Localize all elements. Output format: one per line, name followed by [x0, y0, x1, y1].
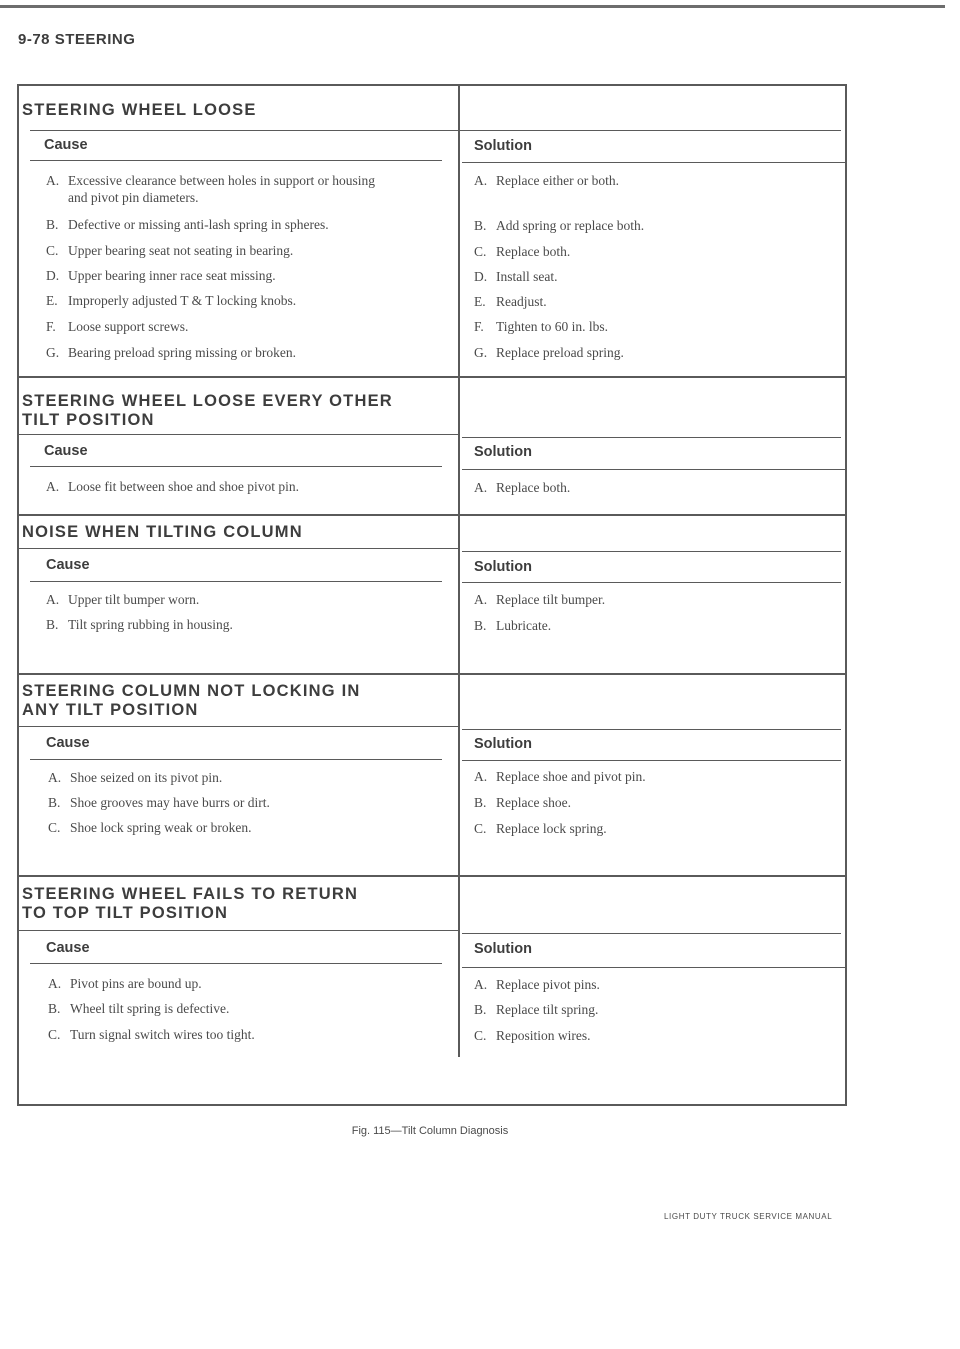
header-rule: [462, 729, 841, 730]
header-rule: [462, 162, 847, 163]
solution-item: C. Replace both.: [474, 244, 571, 259]
header-rule: [462, 551, 841, 552]
solution-item: C. Reposition wires.: [474, 1028, 591, 1043]
column-divider: [458, 377, 460, 515]
column-divider: [458, 516, 460, 674]
cause-item: G. Bearing preload spring missing or broken.: [46, 345, 296, 360]
section-title: NOISE WHEN TILTING COLUMN: [22, 523, 303, 541]
solution-item: A. Replace either or both.: [474, 173, 619, 188]
cause-item: A. Upper tilt bumper worn.: [46, 592, 200, 607]
header-rule: [19, 726, 459, 727]
figure-caption: Fig. 115—Tilt Column Diagnosis: [351, 1125, 509, 1137]
cause-item: C. Turn signal switch wires too tight.: [48, 1027, 255, 1042]
header-rule: [19, 434, 459, 435]
cause-item: A. Shoe seized on its pivot pin.: [48, 770, 223, 785]
header-rule: [462, 469, 847, 470]
header-rule: [462, 760, 841, 761]
solution-item: B. Replace tilt spring.: [474, 1002, 599, 1017]
header-rule: [462, 582, 841, 583]
header-rule: [19, 548, 459, 549]
cause-item: C. Upper bearing seat not seating in bearing.: [46, 243, 294, 258]
cause-heading: Cause: [44, 443, 88, 459]
solution-item: E. Readjust.: [474, 294, 547, 309]
header-rule: [30, 130, 841, 131]
header-rule: [30, 963, 442, 964]
solution-item: B. Add spring or replace both.: [474, 218, 645, 233]
column-divider: [458, 877, 460, 1057]
section-divider: [19, 514, 847, 516]
cause-item: B. Tilt spring rubbing in housing.: [46, 617, 233, 632]
solution-item: B. Lubricate.: [474, 618, 552, 633]
solution-item: F. Tighten to 60 in. lbs.: [474, 319, 609, 334]
solution-heading: Solution: [474, 138, 532, 154]
header-rule: [462, 933, 841, 934]
cause-item: B. Wheel tilt spring is defective.: [48, 1001, 230, 1016]
solution-heading: Solution: [474, 559, 532, 575]
header-rule: [30, 466, 442, 467]
column-divider: [458, 675, 460, 876]
header-rule: [462, 967, 847, 968]
solution-item: A. Replace shoe and pivot pin.: [474, 769, 646, 784]
header-rule: [462, 437, 841, 438]
footer-text: LIGHT DUTY TRUCK SERVICE MANUAL: [664, 1212, 833, 1221]
cause-item: E. Improperly adjusted T & T locking knobs.: [46, 293, 297, 308]
section-divider: [19, 875, 847, 877]
top-rule: [0, 5, 945, 8]
cause-heading: Cause: [46, 557, 90, 573]
section-title: STEERING WHEEL FAILS TO RETURN TO TOP TILT POSITION: [22, 885, 359, 922]
cause-heading: Cause: [46, 940, 90, 956]
section-divider: [19, 376, 847, 378]
cause-heading: Cause: [44, 137, 88, 153]
solution-item: G. Replace preload spring.: [474, 345, 624, 360]
header-rule: [30, 759, 442, 760]
page-header: 9-78 STEERING: [18, 31, 136, 48]
section-title: STEERING COLUMN NOT LOCKING IN ANY TILT POSITION: [22, 682, 361, 719]
cause-item: A. Loose fit between shoe and shoe pivot pin.: [46, 479, 299, 494]
solution-heading: Solution: [474, 941, 532, 957]
cause-item: D. Upper bearing inner race seat missing.: [46, 268, 276, 283]
cause-heading: Cause: [46, 735, 90, 751]
header-rule: [30, 160, 442, 161]
header-rule: [19, 930, 459, 931]
section-title: STEERING WHEEL LOOSE EVERY OTHER TILT POSITION: [22, 392, 393, 429]
solution-item: A. Replace tilt bumper.: [474, 592, 606, 607]
cause-item: B. Shoe grooves may have burrs or dirt.: [48, 795, 270, 810]
solution-heading: Solution: [474, 736, 532, 752]
header-rule: [30, 581, 442, 582]
solution-item: A. Replace both.: [474, 480, 571, 495]
section-divider: [19, 673, 847, 675]
solution-item: D. Install seat.: [474, 269, 558, 284]
cause-item: B. Defective or missing anti-lash spring in spheres.: [46, 217, 329, 232]
section-title: STEERING WHEEL LOOSE: [22, 101, 257, 119]
cause-item: F. Loose support screws.: [46, 319, 189, 334]
solution-heading: Solution: [474, 444, 532, 460]
solution-item: A. Replace pivot pins.: [474, 977, 600, 992]
cause-item: C. Shoe lock spring weak or broken.: [48, 820, 252, 835]
solution-item: B. Replace shoe.: [474, 795, 571, 810]
cause-item: A. Excessive clearance between holes in support or housing and pivot pin diameters.: [46, 173, 376, 205]
solution-item: C. Replace lock spring.: [474, 821, 607, 836]
cause-item: A. Pivot pins are bound up.: [48, 976, 202, 991]
